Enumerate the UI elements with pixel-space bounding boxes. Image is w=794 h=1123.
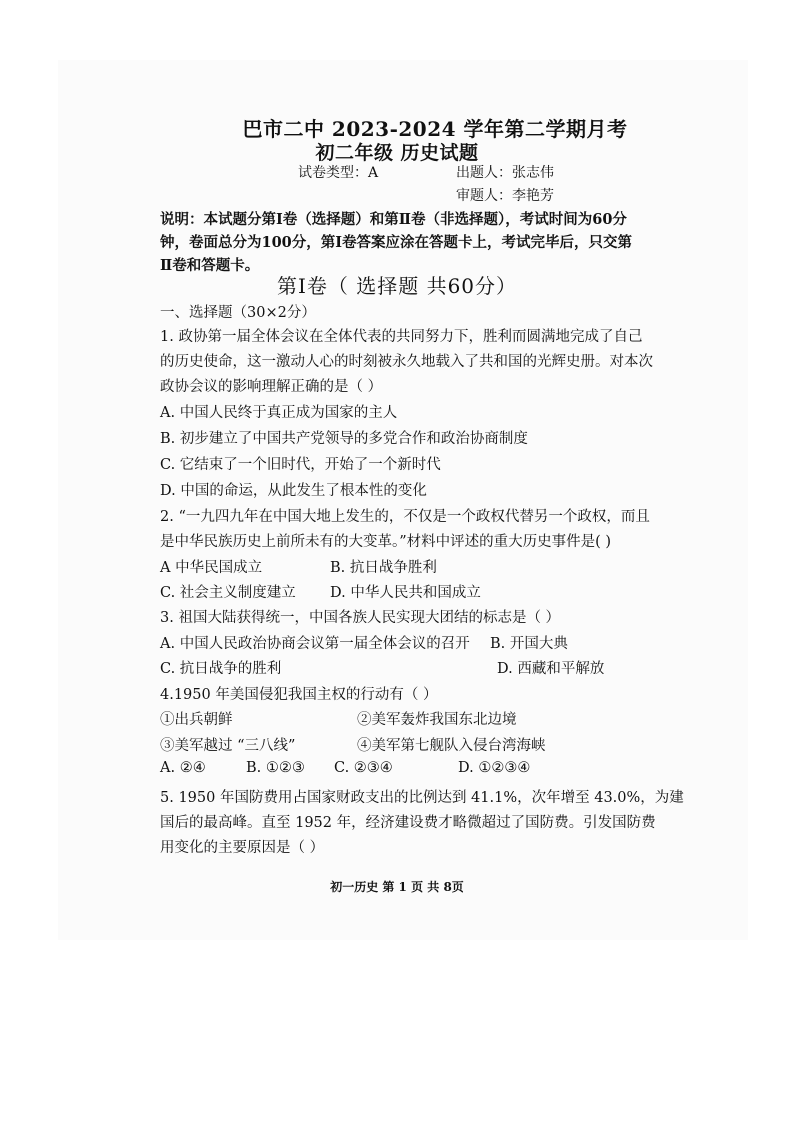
q3-option-c: C. 抗日战争的胜利 xyxy=(160,661,282,677)
q1-stem-2: 的历史使命，这一激动人心的时刻被永久地载入了共和国的光辉史册。对本次 xyxy=(160,354,653,370)
q5-stem-3: 用变化的主要原因是（ ） xyxy=(160,840,325,856)
q4-item-4: ④美军第七舰队入侵台湾海峡 xyxy=(357,738,546,754)
q2-option-c: C. 社会主义制度建立 xyxy=(160,585,296,601)
q4-option-a: A. ②④ xyxy=(160,760,206,776)
q1-option-c: C. 它结束了一个旧时代，开始了一个新时代 xyxy=(160,457,441,473)
q3-option-b: B. 开国大典 xyxy=(490,636,568,652)
q4-option-b: B. ①②③ xyxy=(246,760,305,776)
q2-stem-1: 2. “一九四九年在中国大地上发生的，不仅是一个政权代替另一个政权，而且 xyxy=(160,509,650,525)
q3-option-d: D. 西藏和平解放 xyxy=(497,661,605,677)
q2-option-b: B. 抗日战争胜利 xyxy=(330,560,437,576)
paper-type: 试卷类型：A xyxy=(298,165,379,181)
q2-stem-2: 是中华民族历史上前所未有的大变革。”材料中评述的重大历史事件是( ) xyxy=(160,534,612,550)
q1-option-d: D. 中国的命运，从此发生了根本性的变化 xyxy=(160,483,427,499)
instructions-line-2: 钟，卷面总分为100分，第Ⅰ卷答案应涂在答题卡上，考试完毕后，只交第 xyxy=(160,234,633,251)
q5-stem-1: 5. 1950 年国防费用占国家财政支出的比例达到 41.1%，次年增至 43.0%，为建 xyxy=(160,790,684,806)
instructions-line-1: 说明：本试题分第Ⅰ卷（选择题）和第Ⅱ卷（非选择题），考试时间为60分 xyxy=(160,211,627,228)
q1-stem-1: 1. 政协第一届全体会议在全体代表的共同努力下，胜利而圆满地完成了自己 xyxy=(160,329,643,345)
q5-stem-2: 国后的最高峰。直至 1952 年，经济建设费才略微超过了国防费。引发国防费 xyxy=(160,815,656,831)
page-footer: 初一历史 第 1 页 共 8页 xyxy=(330,880,464,894)
q4-stem: 4.1950 年美国侵犯我国主权的行动有（ ） xyxy=(160,687,438,703)
q4-item-2: ②美军轰炸我国东北边境 xyxy=(357,712,517,728)
section-title: 第Ⅰ卷（ 选择题 共60分） xyxy=(276,274,518,298)
question-setter: 出题人：张志伟 xyxy=(456,165,554,181)
q1-stem-3: 政协会议的影响理解正确的是（ ） xyxy=(160,379,383,395)
q1-option-b: B. 初步建立了中国共产党领导的多党合作和政治协商制度 xyxy=(160,431,528,447)
q1-option-a: A. 中国人民终于真正成为国家的主人 xyxy=(160,405,398,421)
q2-option-a: A 中华民国成立 xyxy=(160,560,263,576)
part-heading: 一、选择题（30×2分） xyxy=(160,305,316,321)
exam-subtitle: 初二年级 历史试题 xyxy=(315,142,479,164)
question-reviewer: 审题人：李艳芳 xyxy=(456,188,554,204)
q2-option-d: D. 中华人民共和国成立 xyxy=(330,585,481,601)
exam-title: 巴市二中 2023-2024 学年第二学期月考 xyxy=(242,117,628,141)
q4-option-c: C. ②③④ xyxy=(334,760,393,776)
q3-stem: 3. 祖国大陆获得统一，中国各族人民实现大团结的标志是（ ） xyxy=(160,610,561,626)
instructions-line-3: Ⅱ卷和答题卡。 xyxy=(160,257,260,274)
q3-option-a: A. 中国人民政治协商会议第一届全体会议的召开 xyxy=(160,636,470,652)
scan-area xyxy=(58,60,748,940)
q4-item-1: ①出兵朝鲜 xyxy=(160,712,233,728)
q4-item-3: ③美军越过 “三八线” xyxy=(160,738,296,754)
q4-option-d: D. ①②③④ xyxy=(458,760,531,776)
